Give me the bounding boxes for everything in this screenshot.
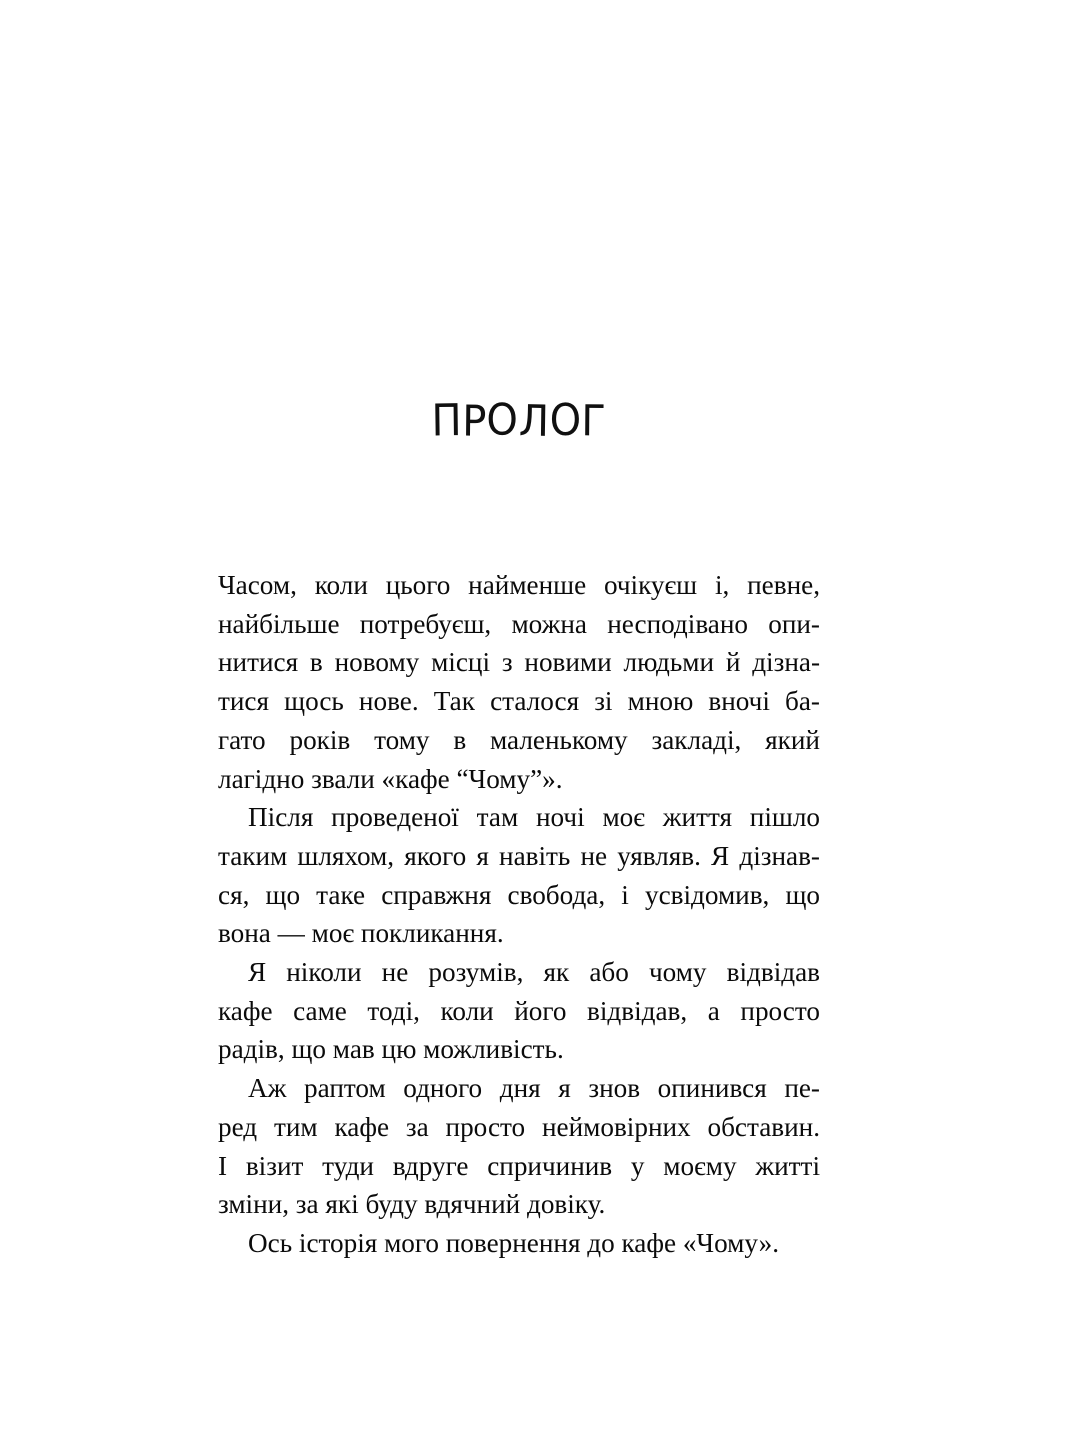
chapter-title-letter: П xyxy=(431,395,463,447)
text-line: лагідно звали «кафе “Чому”». xyxy=(218,763,563,794)
text-line: кафе саме тоді, коли його відвідав, а просто xyxy=(218,995,820,1026)
paragraph xyxy=(218,798,820,953)
chapter-title-letter: О xyxy=(549,394,582,447)
text-line: Аж раптом одного дня я знов опинився пе- xyxy=(248,1073,820,1104)
chapter-title-letter: Л xyxy=(518,396,550,447)
text-line: Часом, коли цього найменше очікуєш і, певне, xyxy=(218,570,820,600)
text-line: І візит туди вдруге спричинив у моєму житті xyxy=(218,1150,820,1181)
prologue-body xyxy=(218,566,820,1263)
text-line: таким шляхом, якого я навіть не уявляв. Я дізнав- xyxy=(218,840,820,871)
paragraph xyxy=(218,1224,820,1263)
chapter-title-letter: О xyxy=(486,394,520,446)
chapter-title-letter: Г xyxy=(581,396,607,447)
paragraph xyxy=(218,566,820,798)
text-line: вона — моє покликання. xyxy=(218,918,504,949)
text-line: радів, що мав цю можливість. xyxy=(218,1034,564,1065)
chapter-title-letter: Р xyxy=(462,396,488,447)
text-line: найбільше потребуєш, можна несподівано опи- xyxy=(218,608,820,639)
text-line: ся, що таке справжня свобода, і усвідомив, що xyxy=(218,879,820,910)
text-line: Ось історія мого повернення до кафе «Чому». xyxy=(248,1227,780,1258)
paragraph xyxy=(218,1069,820,1224)
text-line: гато років тому в маленькому закладі, який xyxy=(218,724,820,755)
paragraph xyxy=(218,953,820,1069)
text-line: Після проведеної там ночі моє життя пішло xyxy=(248,802,820,833)
text-line: ред тим кафе за просто неймовірних обставин. xyxy=(218,1111,820,1142)
text-line: тися щось нове. Так сталося зі мною вночі ба- xyxy=(218,686,820,717)
chapter-title xyxy=(239,395,799,447)
text-line: зміни, за які буду вдячний довіку. xyxy=(218,1189,606,1220)
text-line: нитися в новому місці з новими людьми й дізна- xyxy=(218,647,820,678)
text-line: Я ніколи не розумів, як або чому відвідав xyxy=(248,957,820,988)
